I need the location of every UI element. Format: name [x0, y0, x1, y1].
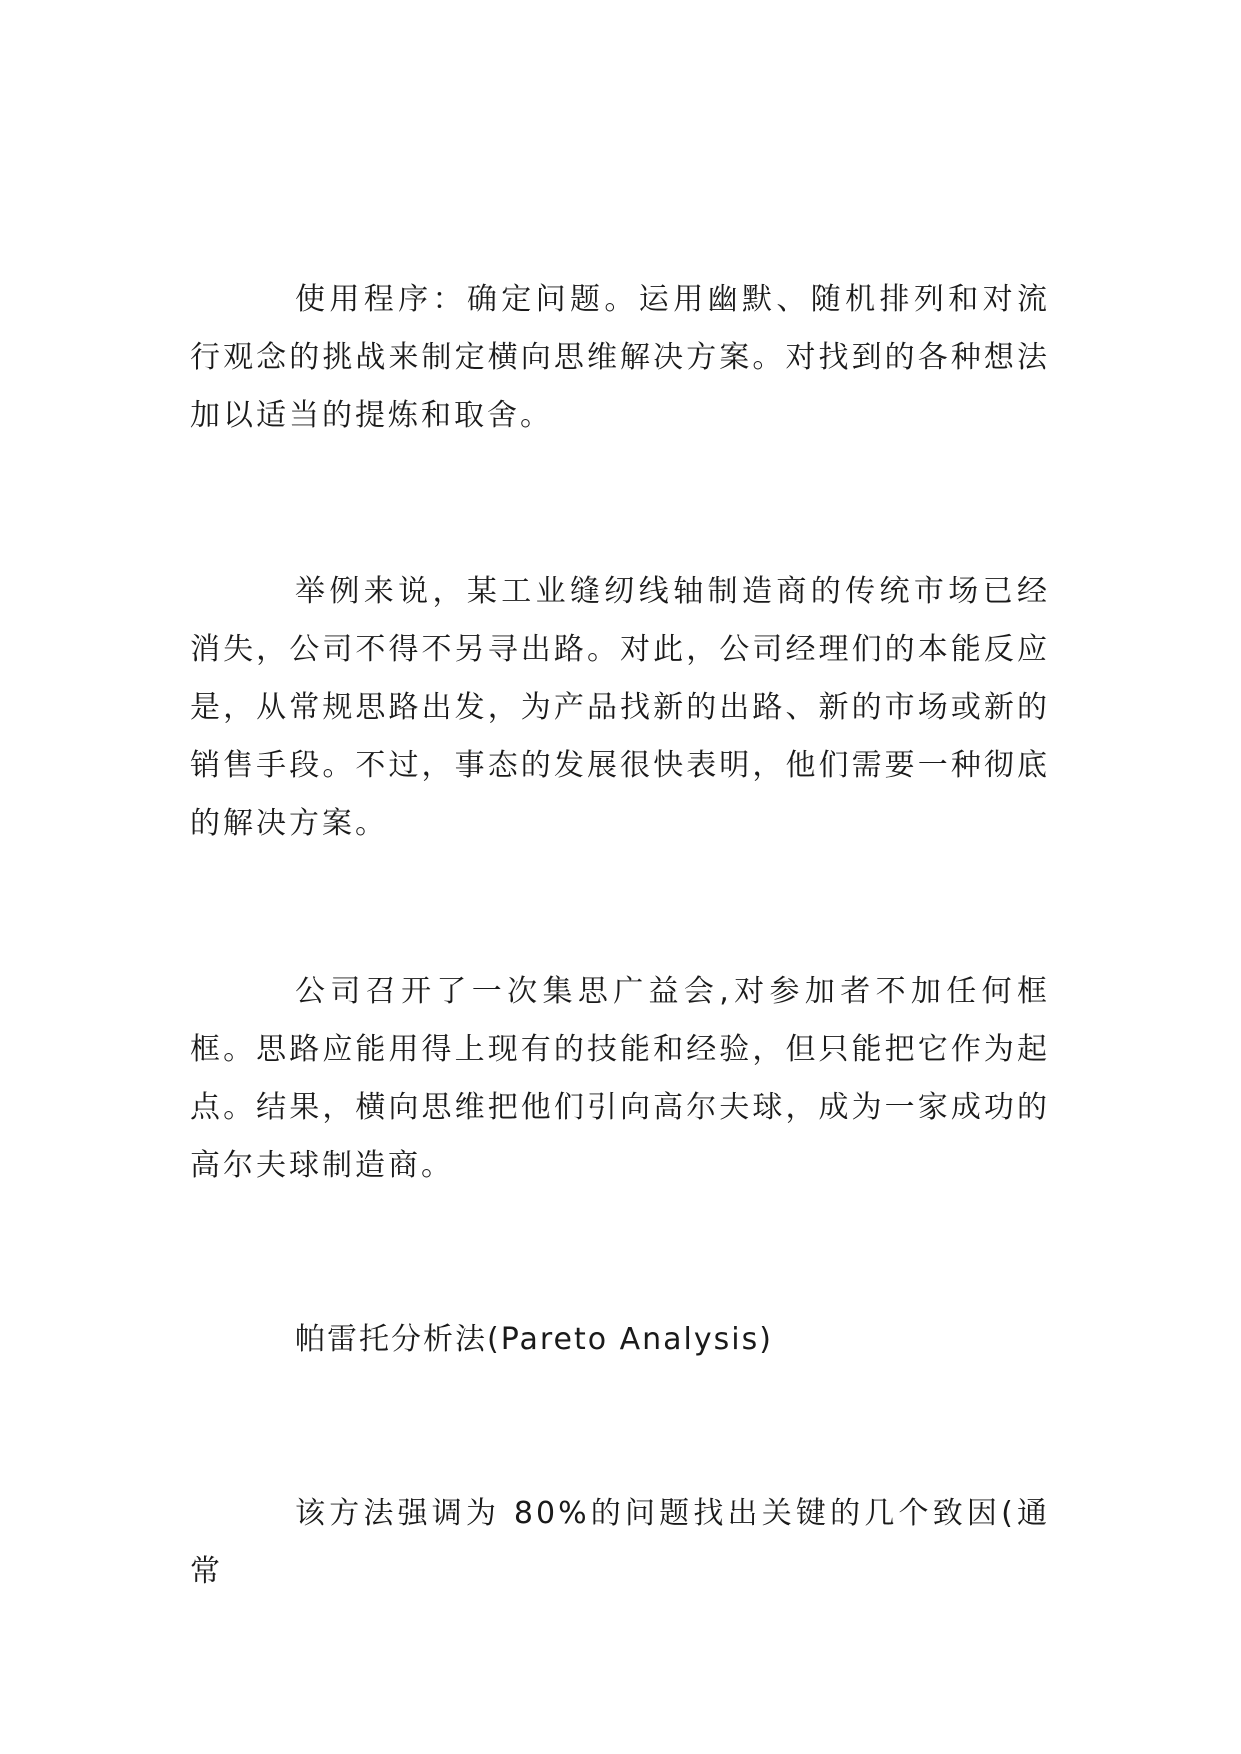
- paragraph-meeting: 公司召开了一次集思广益会,对参加者不加任何框框。思路应能用得上现有的技能和经验，但只能把它作为起点。结果，横向思维把他们引向高尔夫球，成为一家成功的高尔夫球制造商。: [190, 974, 1050, 1183]
- paragraph-pareto-intro: 该方法强调为 80%的问题找出关键的几个致因(通常: [190, 1496, 1050, 1589]
- section-heading-pareto: 帕雷托分析法(Pareto Analysis): [295, 1322, 773, 1357]
- paragraph-procedure: 使用程序：确定问题。运用幽默、随机排列和对流行观念的挑战来制定横向思维解决方案。对找到的各种想法加以适当的提炼和取舍。: [190, 282, 1050, 433]
- paragraph-example: 举例来说，某工业缝纫线轴制造商的传统市场已经消失，公司不得不另寻出路。对此，公司经理们的本能反应是，从常规思路出发，为产品找新的出路、新的市场或新的销售手段。不过，事态的发展很快表明，他们需要一种彻底的解决方案。: [190, 574, 1050, 841]
